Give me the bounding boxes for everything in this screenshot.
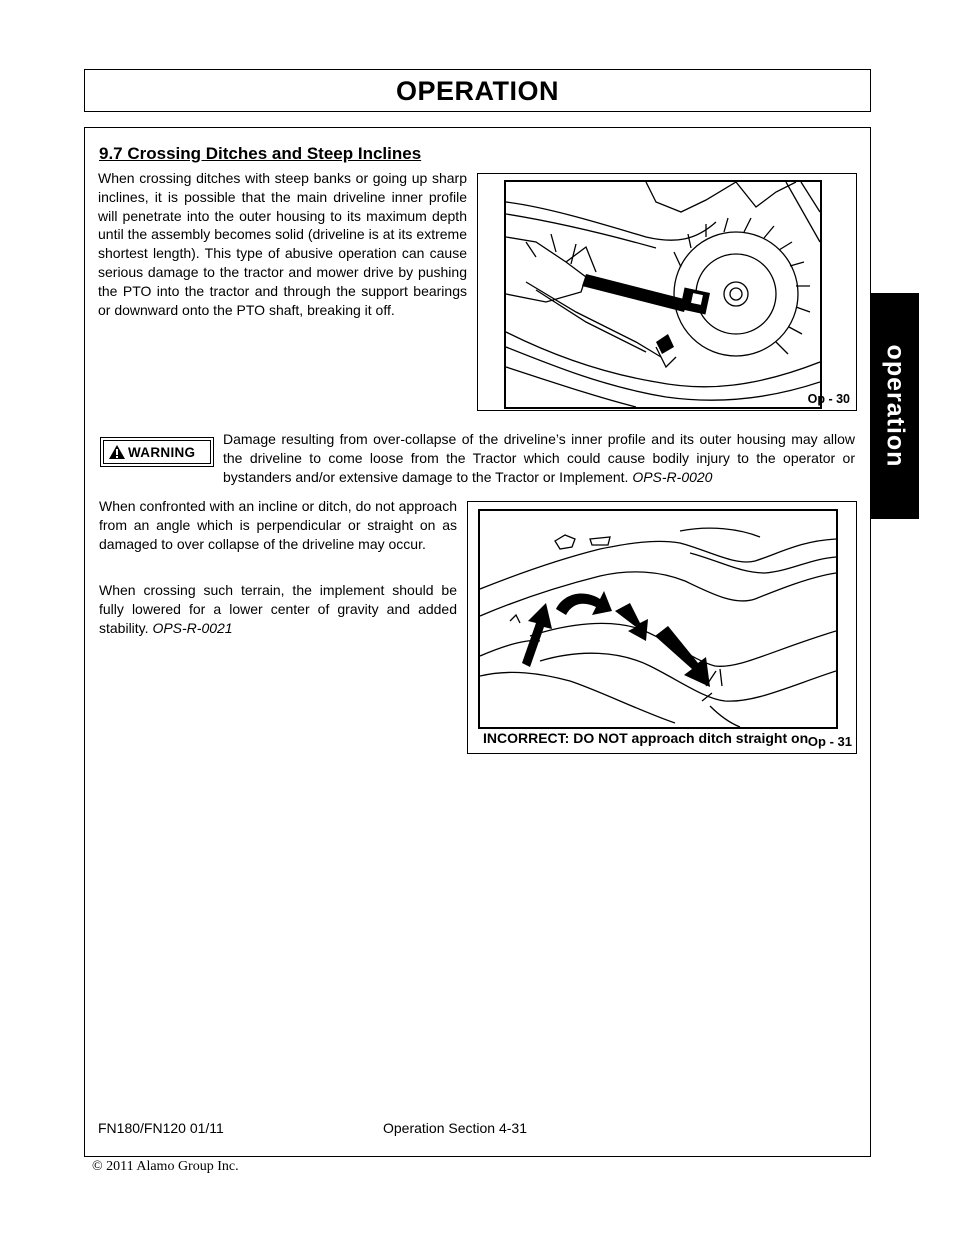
footer-page-number: Operation Section 4-31 <box>383 1120 527 1136</box>
driveline-illustration <box>504 180 822 409</box>
ditch-illustration <box>478 509 838 729</box>
header-box <box>84 69 871 112</box>
figure-ditch <box>467 501 857 754</box>
warning-label: WARNING <box>128 444 196 460</box>
figure-label: Op - 31 <box>807 734 852 749</box>
figure-caption: INCORRECT: DO NOT approach ditch straight on <box>483 730 809 746</box>
copyright: © 2011 Alamo Group Inc. <box>92 1159 239 1174</box>
footer-model: FN180/FN120 01/11 <box>98 1120 224 1136</box>
warning-badge <box>100 437 214 467</box>
driveline-drawing <box>506 182 820 407</box>
intro-paragraph: When crossing ditches with steep banks or going up sharp inclines, it is possible that the main driveline inner profile will penetrate into the outer housing to its maximum depth until the assembly becomes solid (driveline is at its extreme shortest length). This type of abusive operation can cause serious damage to the tractor and mower drive by pushing the PTO into the tractor and through the support bearings or downward onto the PTO shaft, breaking it off. <box>98 170 467 318</box>
figure-label: Op - 30 <box>807 392 850 406</box>
warning-text: Damage resulting from over-collapse of the driveline’s inner profile and its outer housing may allow the driveline to come loose from the Tractor which could cause bodily injury to the operator or bystanders and/or extensive damage to the Tractor or Implement. OPS-R-0020 <box>223 431 855 485</box>
side-tab <box>870 293 919 519</box>
stability-ref: OPS-R-0021 <box>152 619 233 636</box>
approach-paragraph: When confronted with an incline or ditch, do not approach from an angle which is perpendicular or straight on as damaged to over collapse of the driveline may occur. <box>99 498 457 552</box>
page-title: OPERATION <box>395 76 559 106</box>
warning-triangle-icon <box>108 444 126 460</box>
ditch-drawing <box>480 511 836 727</box>
stability-paragraph: When crossing such terrain, the implement should be fully lowered for a lower center of gravity and added stability. OPS-R-0021 <box>99 582 457 636</box>
warning-ref: OPS-R-0020 <box>632 468 713 485</box>
figure-driveline <box>477 173 857 411</box>
side-tab-label: operation <box>881 344 909 468</box>
section-heading: 9.7 Crossing Ditches and Steep Inclines <box>99 144 422 163</box>
